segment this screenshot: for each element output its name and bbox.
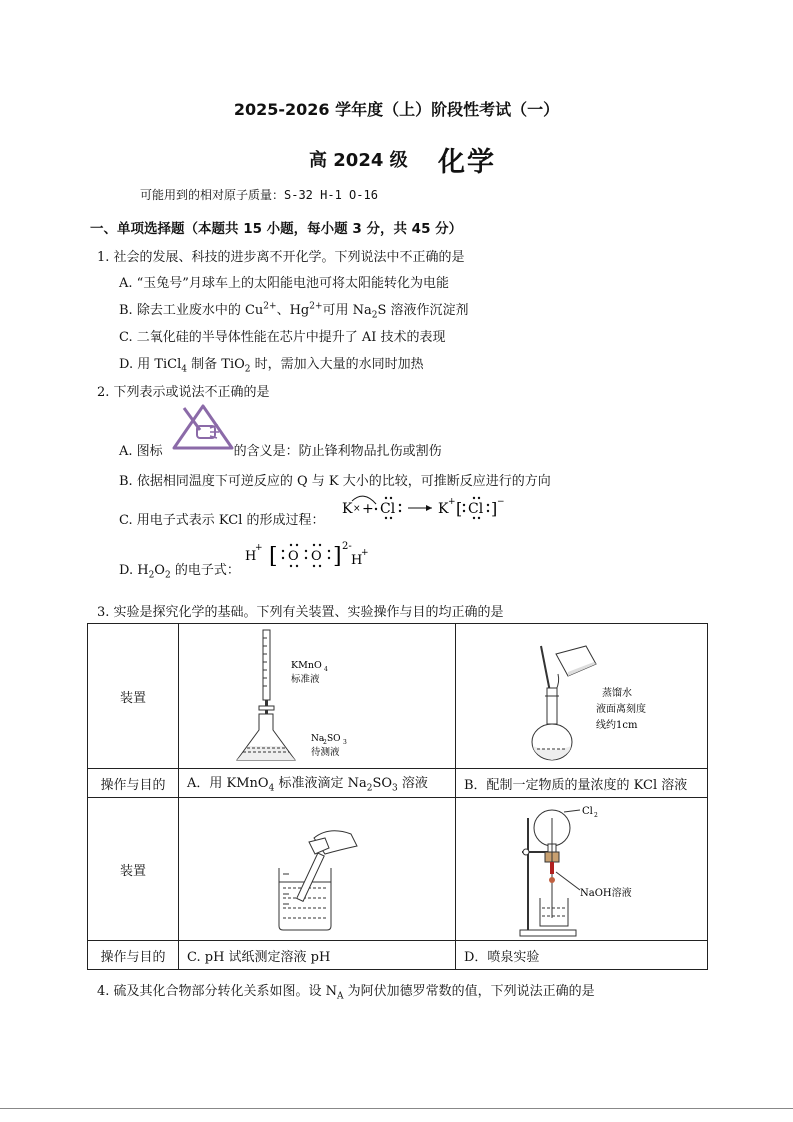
svg-text:O: O xyxy=(288,549,299,564)
q1-option-a: A. “玉兔号”月球车上的太阳能电池可将太阳能转化为电能 xyxy=(119,276,449,291)
svg-text:+: + xyxy=(448,497,456,507)
svg-text:4: 4 xyxy=(324,666,328,673)
exam-title: 2025-2026 学年度（上）阶段性考试（一） xyxy=(233,100,560,119)
figure-d-fountain-experiment xyxy=(456,798,708,941)
q2-option-a: A. 图标 的含义是：防止锋利物品扎伤或割伤 xyxy=(119,444,442,459)
experiment-table xyxy=(87,623,708,970)
svg-text:H: H xyxy=(351,553,363,568)
figure-c-ph-test xyxy=(179,798,456,941)
svg-text:]: ] xyxy=(491,499,498,518)
svg-text:−: − xyxy=(497,497,505,507)
caption-c: C. pH 试纸测定溶液 pH xyxy=(179,941,456,970)
h2o2-electron-formula xyxy=(243,537,378,573)
figure-b-volumetric-flask xyxy=(456,624,708,769)
svg-text:+: + xyxy=(362,501,374,517)
kcl-cl-symbol: Cl xyxy=(380,501,396,517)
svg-text:[: [ xyxy=(456,499,463,518)
svg-text:+: + xyxy=(255,543,263,553)
svg-text:蒸馏水: 蒸馏水 xyxy=(602,688,632,699)
svg-text:液面离刻度: 液面离刻度 xyxy=(596,704,646,715)
svg-text:待测液: 待测液 xyxy=(311,747,340,758)
svg-text:2: 2 xyxy=(323,739,327,746)
svg-text:3: 3 xyxy=(343,739,347,746)
row-label-device-2: 装置 xyxy=(88,798,179,941)
caption-b: B．配制一定物质的量浓度的 KCl 溶液 xyxy=(456,769,708,798)
q1-option-d: D. 用 TiCl$_4$ 制备 TiO$_2$ 时，需加入大量的水同时加热 xyxy=(119,357,424,375)
kcl-k-ion: K xyxy=(438,501,449,517)
row-label-op-2: 操作与目的 xyxy=(88,941,179,970)
svg-text:Cl: Cl xyxy=(468,501,484,517)
svg-text:×: × xyxy=(353,504,361,514)
kcl-k-symbol: K xyxy=(342,501,353,517)
page-bottom-rule xyxy=(0,1108,793,1109)
figure-a-titration xyxy=(179,624,456,769)
svg-text:O: O xyxy=(311,549,322,564)
svg-text:标准液: 标准液 xyxy=(291,674,320,685)
svg-text:2-: 2- xyxy=(342,541,352,552)
q2-option-c: C. 用电子式表示 KCl 的形成过程： xyxy=(119,513,325,528)
q1-option-b: B. 除去工业废水中的 $Cu^{2+}$、$Hg^{2+}$可用 $Na_2S$ 溶液作沉淀剂 xyxy=(119,301,469,321)
atomic-mass-note: 可能用到的相对原子质量：S-32 H-1 O-16 xyxy=(140,188,378,202)
svg-text:NaOH溶液: NaOH溶液 xyxy=(580,888,632,899)
q2-option-d: D. $H_2O_2$ 的电子式： xyxy=(119,563,240,581)
row-label-op-1: 操作与目的 xyxy=(88,769,179,798)
caption-a: A．用 KMnO$_4$ 标准液滴定 $Na_2SO_3$ 溶液 xyxy=(179,769,456,798)
svg-text:SO: SO xyxy=(327,734,341,744)
q2-stem: 2. 下列表示或说法不正确的是 xyxy=(97,385,270,400)
q4-stem: 4. 硫及其化合物部分转化关系如图。设 $N_A$ 为阿伏加德罗常数的值，下列说法正确的是 xyxy=(97,984,595,1002)
caption-d: D．喷泉实验 xyxy=(456,941,708,970)
q2-option-b: B. 依据相同温度下可逆反应的 Q 与 K 大小的比较，可推断反应进行的方向 xyxy=(119,474,551,489)
svg-text:]: ] xyxy=(333,544,342,569)
row-label-device-1: 装置 xyxy=(88,624,179,769)
sharp-object-hazard-icon xyxy=(170,402,236,452)
svg-text:[: [ xyxy=(269,544,278,569)
kcl-formation-diagram xyxy=(340,492,505,524)
section-title: 一、单项选择题（本题共 15 小题，每小题 3 分，共 45 分） xyxy=(90,221,463,237)
grade-label: 高 2024 级 xyxy=(309,150,408,171)
q3-stem: 3. 实验是探究化学的基础。下列有关装置、实验操作与目的均正确的是 xyxy=(97,605,504,620)
svg-text:H: H xyxy=(245,549,257,564)
svg-text:线约1cm: 线约1cm xyxy=(596,720,638,731)
svg-text:KMnO: KMnO xyxy=(291,660,322,671)
q1-stem: 1. 社会的发展、科技的进步离不开化学。下列说法中不正确的是 xyxy=(97,250,465,265)
svg-text:2: 2 xyxy=(594,812,598,819)
q1-option-c: C. 二氧化硅的半导体性能在芯片中提升了 AI 技术的表现 xyxy=(119,330,446,345)
svg-text:Na: Na xyxy=(311,734,325,744)
svg-text:Cl: Cl xyxy=(582,806,593,817)
svg-text:+: + xyxy=(361,548,369,558)
subject-title: 化学 xyxy=(438,147,496,178)
